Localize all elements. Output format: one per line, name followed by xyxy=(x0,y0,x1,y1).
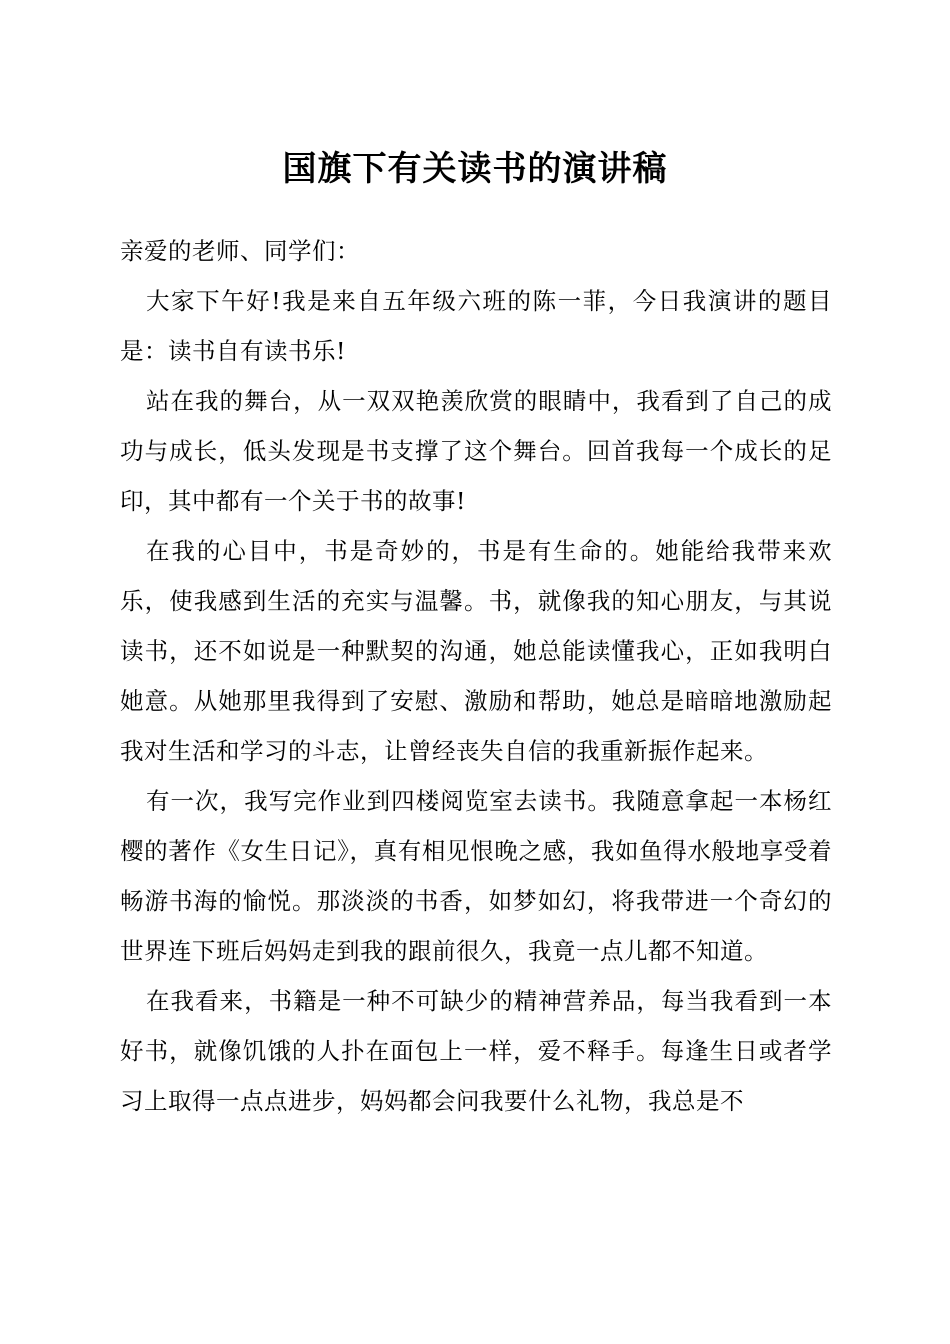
salutation: 亲爱的老师、同学们： xyxy=(120,237,360,265)
paragraph-1: 大家下午好!我是来自五年级六班的陈一菲，今日我演讲的题目是：读书自有读书乐! xyxy=(120,287,832,365)
document-body xyxy=(120,226,832,1126)
document-title: 国旗下有关读书的演讲稿 xyxy=(282,149,668,189)
paragraph-5: 在我看来，书籍是一种不可缺少的精神营养品，每当我看到一本好书，就像饥饿的人扑在面包上一样，爱不释手。每逢生日或者学习上取得一点点进步，妈妈都会问我要什么礼物，我总是不 xyxy=(120,987,832,1115)
paragraph-3: 在我的心目中，书是奇妙的，书是有生命的。她能给我带来欢乐，使我感到生活的充实与温馨。书，就像我的知心朋友，与其说读书，还不如说是一种默契的沟通，她总能读懂我心，正如我明白她意。从她那里我得到了安慰、激励和帮助，她总是暗暗地激励起我对生活和学习的斗志，让曾经丧失自信的我重新振作起来。 xyxy=(120,537,832,765)
paragraph-2: 站在我的舞台，从一双双艳羡欣赏的眼睛中，我看到了自己的成功与成长，低头发现是书支撑了这个舞台。回首我每一个成长的足印，其中都有一个关于书的故事! xyxy=(120,387,832,515)
paragraph-4: 有一次，我写完作业到四楼阅览室去读书。我随意拿起一本杨红樱的著作《女生日记》，真有相见恨晚之感，我如鱼得水般地享受着畅游书海的愉悦。那淡淡的书香，如梦如幻，将我带进一个奇幻的世界连下班后妈妈走到我的跟前很久，我竟一点儿都不知道。 xyxy=(120,787,832,965)
